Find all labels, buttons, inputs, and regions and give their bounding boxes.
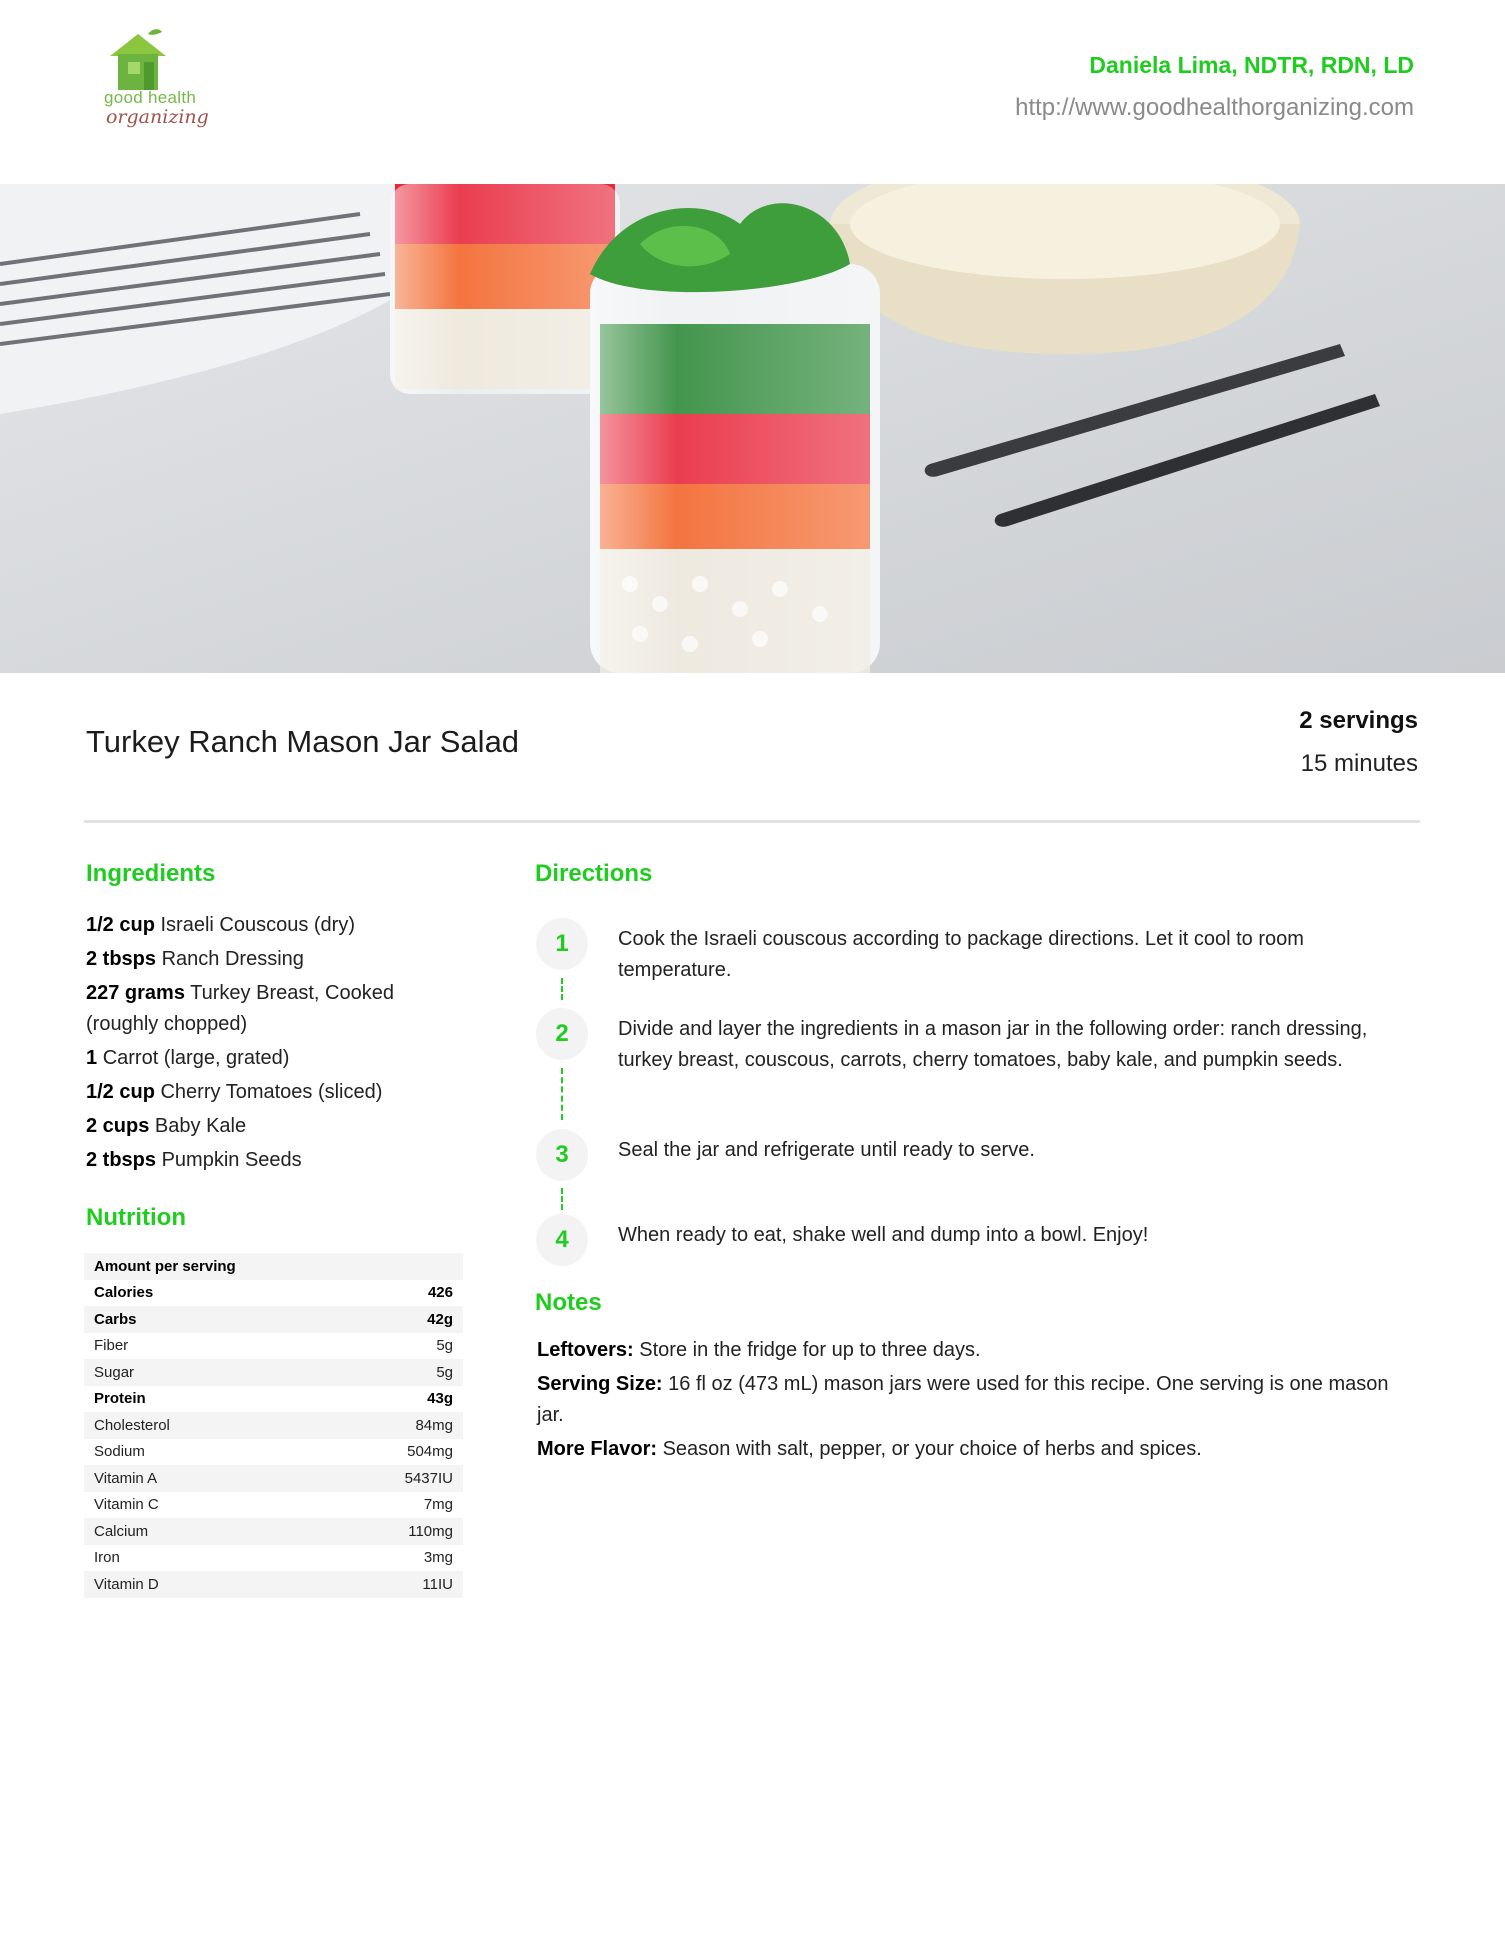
- table-row: Iron 3mg: [94, 1549, 453, 1567]
- recipe-title: Turkey Ranch Mason Jar Salad: [86, 724, 520, 759]
- step-text: Cook the Israeli couscous according to package directions. Let it cool to room temperature.: [618, 928, 1304, 981]
- table-row: Carbs 42g: [84, 1306, 463, 1333]
- step-number: 2: [536, 1008, 588, 1060]
- table-row: Cholesterol 84mg: [84, 1412, 463, 1439]
- step-text: Divide and layer the ingredients in a mason jar in the following order: ranch dressing, turkey breast, couscous, carrots, cherry tomatoes, baby kale, and pumpkin seeds.: [618, 1018, 1368, 1071]
- table-row: Vitamin D 11IU: [84, 1571, 463, 1598]
- ingredient-item: 2 tbsps Ranch Dressing: [86, 948, 304, 970]
- ingredients-heading: Ingredients: [86, 860, 216, 887]
- ingredients-list: [86, 910, 466, 1179]
- step-connector: [561, 1068, 563, 1120]
- nutrition-heading: Nutrition: [86, 1204, 186, 1231]
- table-row: Sugar 5g: [84, 1359, 463, 1386]
- ingredient-item: 2 tbsps Pumpkin Seeds: [86, 1149, 302, 1171]
- table-row: Sodium 504mg: [94, 1443, 453, 1461]
- note-item: Serving Size: 16 fl oz (473 mL) mason jars were used for this recipe. One serving is one mason jar.: [537, 1373, 1389, 1426]
- table-row: Amount per serving: [84, 1253, 463, 1280]
- ingredient-item: 2 cups Baby Kale: [86, 1115, 247, 1137]
- step-number: 3: [536, 1129, 588, 1181]
- step-connector: [561, 978, 563, 1000]
- ingredient-item: 1/2 cup Cherry Tomatoes (sliced): [86, 1081, 383, 1103]
- servings-count: 2 servings: [1299, 707, 1418, 734]
- table-row: Calcium 110mg: [84, 1518, 463, 1545]
- ingredient-item: 227 grams Turkey Breast, Cooked (roughly chopped): [86, 982, 394, 1035]
- directions-heading: Directions: [535, 860, 653, 887]
- notes-list: [537, 1335, 1417, 1468]
- author-name: Daniela Lima, NDTR, RDN, LD: [1089, 52, 1414, 78]
- note-item: Leftovers: Store in the fridge for up to three days.: [537, 1339, 981, 1361]
- step-text: When ready to eat, shake well and dump into a bowl. Enjoy!: [618, 1224, 1149, 1246]
- house-logo-icon: [88, 26, 223, 96]
- nutrition-table: [84, 1253, 463, 1598]
- table-row: Calories 426: [94, 1284, 453, 1302]
- logo-text-top: good health: [104, 88, 197, 107]
- hero-image: [0, 184, 1505, 673]
- table-row: Protein 43g: [94, 1390, 453, 1408]
- logo-text-bottom: organizing: [106, 106, 209, 128]
- ingredient-item: 1 Carrot (large, grated): [86, 1047, 290, 1069]
- notes-heading: Notes: [535, 1289, 602, 1316]
- website-link[interactable]: http://www.goodhealthorganizing.com: [1015, 94, 1414, 121]
- table-row: Vitamin C 7mg: [94, 1496, 453, 1514]
- step-number: 4: [536, 1214, 588, 1266]
- step-connector: [561, 1188, 563, 1210]
- table-row: Fiber 5g: [94, 1337, 453, 1355]
- total-time: 15 minutes: [1300, 750, 1418, 777]
- note-item: More Flavor: Season with salt, pepper, or your choice of herbs and spices.: [537, 1438, 1202, 1460]
- step-number: 1: [536, 918, 588, 970]
- step-text: Seal the jar and refrigerate until ready to serve.: [618, 1139, 1035, 1161]
- ingredient-item: 1/2 cup Israeli Couscous (dry): [86, 914, 355, 936]
- logo[interactable]: [88, 26, 223, 144]
- table-row: Vitamin A 5437IU: [84, 1465, 463, 1492]
- title-divider: [84, 820, 1420, 823]
